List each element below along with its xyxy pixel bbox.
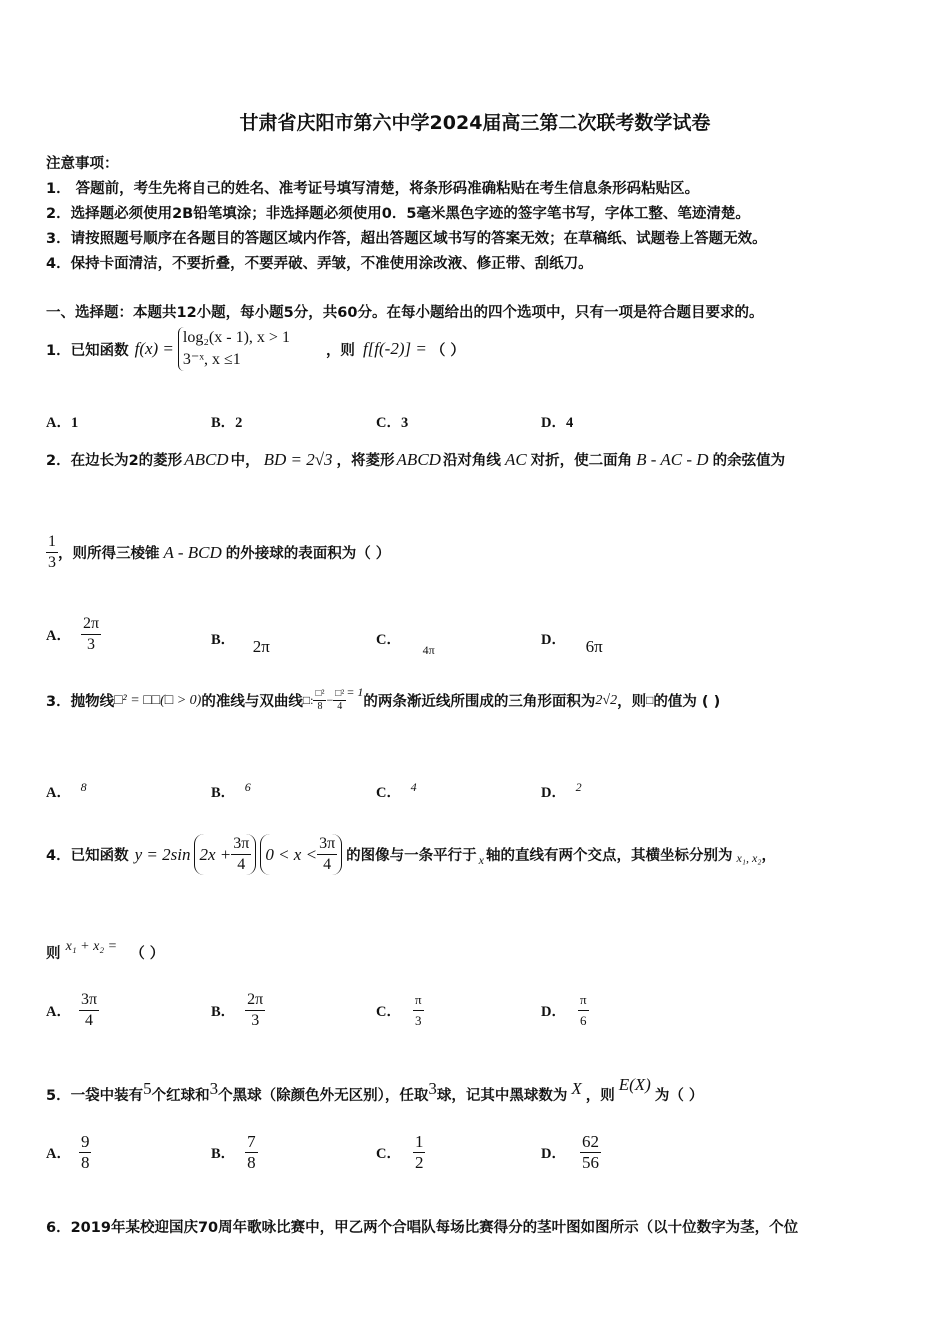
option-value: 6π xyxy=(585,637,603,656)
q2-text: ，将菱形 xyxy=(336,453,395,469)
frac-num: □² xyxy=(335,688,345,699)
q5-option-c xyxy=(376,1132,425,1173)
q2-frac-num: 1 xyxy=(46,532,58,553)
q4-argument xyxy=(194,834,256,875)
question-6: 6．2019年某校迎国庆70周年歌咏比赛中，甲乙两个合唱队每场比赛得分的茎叶图如图所示（以十位数字为茎，个位 xyxy=(46,1220,799,1236)
q2-text: 2．在边长为2的菱形 xyxy=(46,453,183,469)
frac-num: 7 xyxy=(247,1132,256,1151)
frac-num: 3π xyxy=(317,834,337,855)
q2-dihedral-angle: B - AC - D xyxy=(636,450,709,469)
option-label: A． xyxy=(46,785,71,801)
notice-item: 3．请按照题号顺序在各题目的答题区域内作答，超出答题区域书写的答案无效；在草稿纸、试题卷上答题无效。 xyxy=(46,231,767,247)
q4-arg-text: 2x + xyxy=(199,844,232,864)
q4-domain xyxy=(260,834,342,875)
q1-prefix: 1．已知函数 xyxy=(46,342,129,359)
question-2-line2 xyxy=(46,532,390,573)
q1-option-b: B．2 xyxy=(211,415,243,431)
q3-option-c xyxy=(376,775,417,801)
q3-hyp-frac1 xyxy=(313,688,326,713)
question-4 xyxy=(46,834,776,875)
q4-option-b xyxy=(211,990,265,1031)
q5-a-fraction xyxy=(79,1132,92,1173)
q2-diagonal: AC xyxy=(504,450,527,469)
q5-option-a xyxy=(46,1132,91,1173)
frac-den: 3 xyxy=(251,1012,260,1029)
q5-text: 球，记其中黑球数为 xyxy=(436,1088,568,1104)
q5-expectation: E(X) xyxy=(618,1075,651,1094)
q3-text: 的两条渐近线所围成的三角形面积为 xyxy=(363,694,596,710)
frac-num: 3π xyxy=(79,990,99,1011)
q3-option-a xyxy=(46,775,87,801)
q1-piecewise xyxy=(178,327,290,371)
q1-expression: f[f(-2)] = xyxy=(362,339,427,358)
q1-case2: 3⁻ˣ, x ≤1 xyxy=(182,351,241,368)
option-label: A． xyxy=(46,628,71,644)
q2-pyramid: A - BCD xyxy=(163,542,222,562)
option-label: D． xyxy=(541,785,566,801)
section-heading: 一、选择题：本题共12小题，每小题5分，共60分。在每小题给出的四个选项中，只有一项是符合题目要求的。 xyxy=(46,305,764,321)
frac-num: 1 xyxy=(414,1132,424,1151)
q3-text: 的值为 ( ) xyxy=(653,694,721,710)
q1-case1: log₂(x - 1), x > 1 xyxy=(182,329,290,346)
q5-option-b xyxy=(211,1132,258,1173)
q3-option-d xyxy=(541,775,582,801)
option-value: 8 xyxy=(80,780,87,794)
option-label: B． xyxy=(211,632,236,648)
frac-den: 8 xyxy=(317,701,323,712)
q4-text: 轴的直线有两个交点，其横坐标分别为 xyxy=(485,848,733,864)
option-label: D． xyxy=(541,632,566,648)
q4-function: y = 2sin xyxy=(134,844,191,864)
q4-option-a xyxy=(46,990,99,1031)
q5-num: 5 xyxy=(143,1079,152,1098)
q4-sum: x₁ + x₂ = xyxy=(65,939,118,954)
q2-rhombus: ABCD xyxy=(184,450,229,469)
q4-domain-text: 0 < x < xyxy=(265,844,318,864)
question-3: 3．抛物线 □² = □□(□ > 0) 的准线与双曲线 □: $\frac{\text{□²}}{8}$ − $\frac{\text{□²}}{4}$ = 1 的两条渐近线所围成的三角形面积为 2√2 ，则 □ 的值为 ( ) xyxy=(46,685,721,712)
q2-text: 对折，使二面角 xyxy=(530,453,633,469)
question-5 xyxy=(46,1075,704,1104)
notice-item: 1． 答题前，考生先将自己的姓名、准考证号填写清楚，将条形码准确粘贴在考生信息条形码粘贴区。 xyxy=(46,181,700,197)
q5-text: 个黑球（除颜色外无区别），任取 xyxy=(218,1088,429,1104)
option-label: A． xyxy=(46,1004,71,1020)
q4-axis: x xyxy=(478,853,484,867)
option-label: B． xyxy=(211,785,236,801)
q1-option-d: D．4 xyxy=(541,415,574,431)
frac-den: 4 xyxy=(337,701,343,712)
q2-a-fraction xyxy=(81,614,101,655)
q1-option-c: C．3 xyxy=(376,415,409,431)
q2-text: ，则所得三棱锥 xyxy=(58,546,160,562)
frac-den: 56 xyxy=(581,1153,599,1172)
frac-num: 2π xyxy=(245,990,265,1011)
q5-b-fraction xyxy=(245,1132,258,1173)
q1-suffix: （ ） xyxy=(430,342,465,359)
q4-text: （ ） xyxy=(130,946,165,962)
option-value: 2π xyxy=(252,637,270,656)
frac-num: π xyxy=(413,990,424,1011)
q5-variable: X xyxy=(571,1079,582,1098)
q2-frac-den: 3 xyxy=(48,554,56,571)
q1-function: f(x) = xyxy=(134,339,174,358)
q5-text: 为（ ） xyxy=(654,1088,704,1104)
q2-text: 沿对角线 xyxy=(442,453,501,469)
question-1 xyxy=(46,327,465,371)
frac-den: 4 xyxy=(85,1012,94,1029)
q4-text: 的图像与一条平行于 xyxy=(346,848,477,864)
q4-option-d xyxy=(541,990,589,1031)
frac-den: 4 xyxy=(237,856,246,873)
question-2-line1 xyxy=(46,449,785,470)
q3-hyperbola-name: □: xyxy=(302,693,314,707)
frac-num: □² xyxy=(315,688,325,699)
frac-den: 3 xyxy=(415,1013,422,1028)
q4-a-fraction xyxy=(79,990,99,1031)
option-label: C． xyxy=(376,1004,401,1020)
option-label: C． xyxy=(376,785,401,801)
q2-option-b xyxy=(211,628,270,656)
frac-den: 2 xyxy=(414,1153,424,1172)
frac-den: 8 xyxy=(80,1153,90,1172)
q4-d-fraction xyxy=(578,990,589,1031)
option-value: 4π xyxy=(422,643,435,657)
q1-option-a: A．1 xyxy=(46,415,79,431)
notice-item: 2．选择题必须使用2B铅笔填涂；非选择题必须使用0．5毫米黑色字迹的签字笔书写，字体工整、笔迹清楚。 xyxy=(46,206,750,222)
q5-d-fraction xyxy=(580,1132,601,1173)
q2-option-d xyxy=(541,628,603,656)
q2-option-a xyxy=(46,614,101,655)
q3-text: 3．抛物线 xyxy=(46,694,115,710)
q2-text: 中， xyxy=(230,453,260,469)
q4-text: 4．已知函数 xyxy=(46,848,129,864)
frac-den: 4 xyxy=(323,856,332,873)
option-label: D． xyxy=(541,1146,566,1162)
option-label: B． xyxy=(211,1146,236,1162)
frac-den: 8 xyxy=(247,1153,256,1172)
frac-num: 3π xyxy=(231,834,251,855)
q5-text: ，则 xyxy=(585,1088,615,1104)
q5-text: 5．一袋中装有 xyxy=(46,1088,144,1104)
page-title: 甘肃省庆阳市第六中学2024届高三第二次联考数学试卷 xyxy=(239,112,711,134)
q2-cosine-fraction xyxy=(46,532,58,573)
q3-text: 的准线与双曲线 xyxy=(201,694,303,710)
q3-hyp-frac2 xyxy=(333,688,346,713)
q5-c-fraction xyxy=(413,1132,426,1173)
q2-text: 的余弦值为 xyxy=(712,453,786,469)
option-label: D． xyxy=(541,1004,566,1020)
frac-num: π xyxy=(578,990,589,1011)
q4-text: 则 xyxy=(46,946,61,962)
notice-heading: 注意事项： xyxy=(46,156,119,172)
option-value: 2 xyxy=(575,780,582,794)
question-4-line2 xyxy=(46,934,165,962)
q2-text: 的外接球的表面积为（ ） xyxy=(225,546,391,562)
q5-num: 3 xyxy=(209,1079,219,1098)
q1-mid: ，则 xyxy=(325,342,355,359)
frac-num: 62 xyxy=(581,1132,599,1151)
option-value: 4 xyxy=(410,780,417,794)
option-label: A． xyxy=(46,1146,71,1162)
q4-arg-fraction xyxy=(231,834,251,875)
q5-text: 个红球和 xyxy=(151,1088,210,1104)
q5-num: 3 xyxy=(428,1079,437,1098)
q4-b-fraction xyxy=(245,990,265,1031)
q2-bd: BD = 2√3 xyxy=(263,450,333,469)
frac-den: 6 xyxy=(580,1013,587,1028)
q3-area: 2√2 xyxy=(595,692,618,708)
option-label: B． xyxy=(211,1004,236,1020)
q4-c-fraction xyxy=(413,990,424,1031)
q3-variable: □ xyxy=(646,693,654,707)
frac-den: 3 xyxy=(87,636,96,653)
q3-parabola: □² = □□(□ > 0) xyxy=(114,692,202,708)
q3-option-b xyxy=(211,775,251,801)
frac-num: 2π xyxy=(81,614,101,635)
q3-hyp-rhs: = 1 xyxy=(346,685,364,699)
q4-domain-fraction xyxy=(317,834,337,875)
q2-rhombus: ABCD xyxy=(396,450,441,469)
option-value: 6 xyxy=(244,780,251,794)
q3-text: ，则 xyxy=(617,694,647,710)
option-label: C． xyxy=(376,1146,401,1162)
frac-num: 9 xyxy=(80,1132,90,1151)
q4-roots: x₁, x₂ xyxy=(736,851,762,865)
q4-text: ， xyxy=(761,848,776,864)
q4-option-c xyxy=(376,990,424,1031)
notice-item: 4．保持卡面清洁，不要折叠，不要弄破、弄皱，不准使用涂改液、修正带、刮纸刀。 xyxy=(46,256,593,272)
option-label: C． xyxy=(376,632,401,648)
q5-option-d xyxy=(541,1132,601,1173)
